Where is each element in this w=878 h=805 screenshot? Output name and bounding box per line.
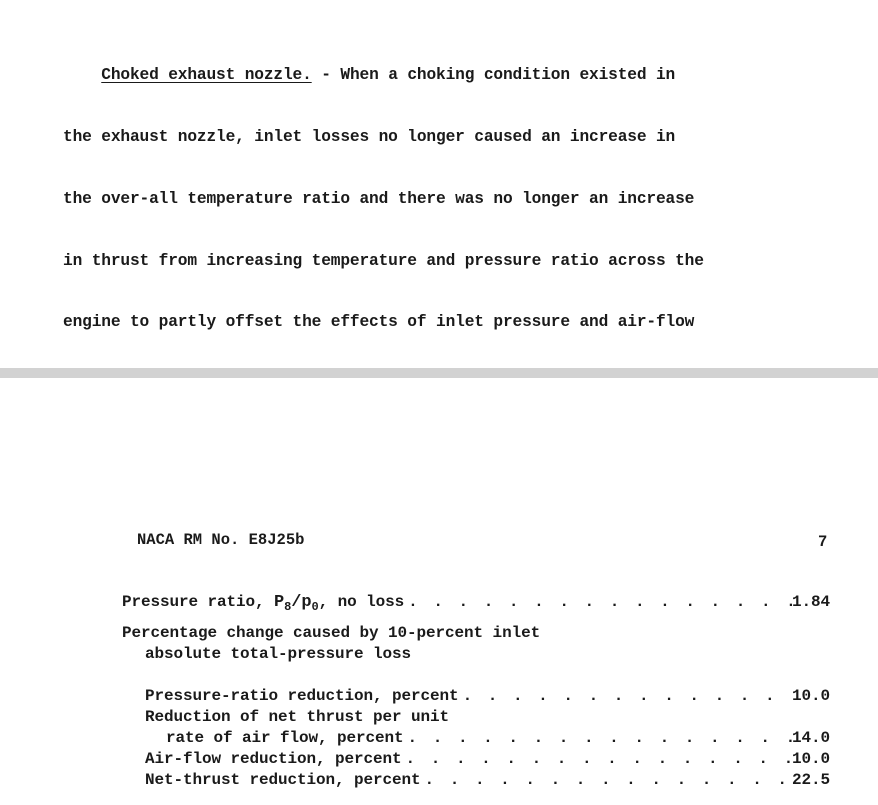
table-row [145,771,830,789]
row-value: 10.0 [791,750,830,768]
pressure-ratio-value: 1.84 [791,593,830,611]
row-label-line1: Reduction of net thrust per unit [145,708,450,726]
report-number: NACA RM No. E8J25b [137,531,305,549]
p-den: p [301,593,312,612]
row-label: rate of air flow, percent [166,729,404,747]
pressure-ratio-suffix: , no loss [318,593,405,611]
pressure-ratio-prefix: Pressure ratio, [122,593,265,611]
page-divider [0,368,878,378]
leader-dots [404,729,792,747]
p-num: P [274,593,285,612]
percentage-heading-line1: Percentage change caused by 10-percent inlet [122,624,541,642]
paragraph-line: the over-all temperature ratio and there was no longer an increase [63,189,695,208]
row-label: Air-flow reduction, percent [145,750,402,768]
row-label: Net-thrust reduction, percent [145,771,421,789]
percentage-heading-line2: absolute total-pressure loss [145,645,412,663]
p-den-sub: 0 [311,600,319,614]
section-heading: Choked exhaust nozzle. [101,66,312,85]
row-value: 22.5 [791,771,830,789]
leader-dots [421,771,792,789]
row-value: 10.0 [791,687,830,705]
page-number: 7 [818,533,828,551]
pressure-ratio-symbol: $P_8/p_0$ [274,593,319,614]
paragraph-first-line-rest: - When a choking condition existed in [311,66,676,85]
paragraph-line: in thrust from increasing temperature and pressure ratio across the [63,251,704,270]
leader-dots [404,593,792,611]
p-num-sub: 8 [284,600,292,614]
row-label: Pressure-ratio reduction, percent [145,687,459,705]
table-row [166,729,830,747]
paragraph-line: the exhaust nozzle, inlet losses no longer caused an increase in [63,127,676,146]
row-value: 14.0 [791,729,830,747]
paragraph-line-1 [63,65,783,86]
page-top [0,0,878,368]
leader-dots [402,750,792,768]
table-row [145,750,830,768]
table-row [145,687,830,705]
paragraph-line: engine to partly offset the effects of inlet pressure and air-flow [63,313,695,332]
pressure-ratio-label [122,593,404,614]
pressure-ratio-row [122,593,830,614]
leader-dots [459,687,792,705]
